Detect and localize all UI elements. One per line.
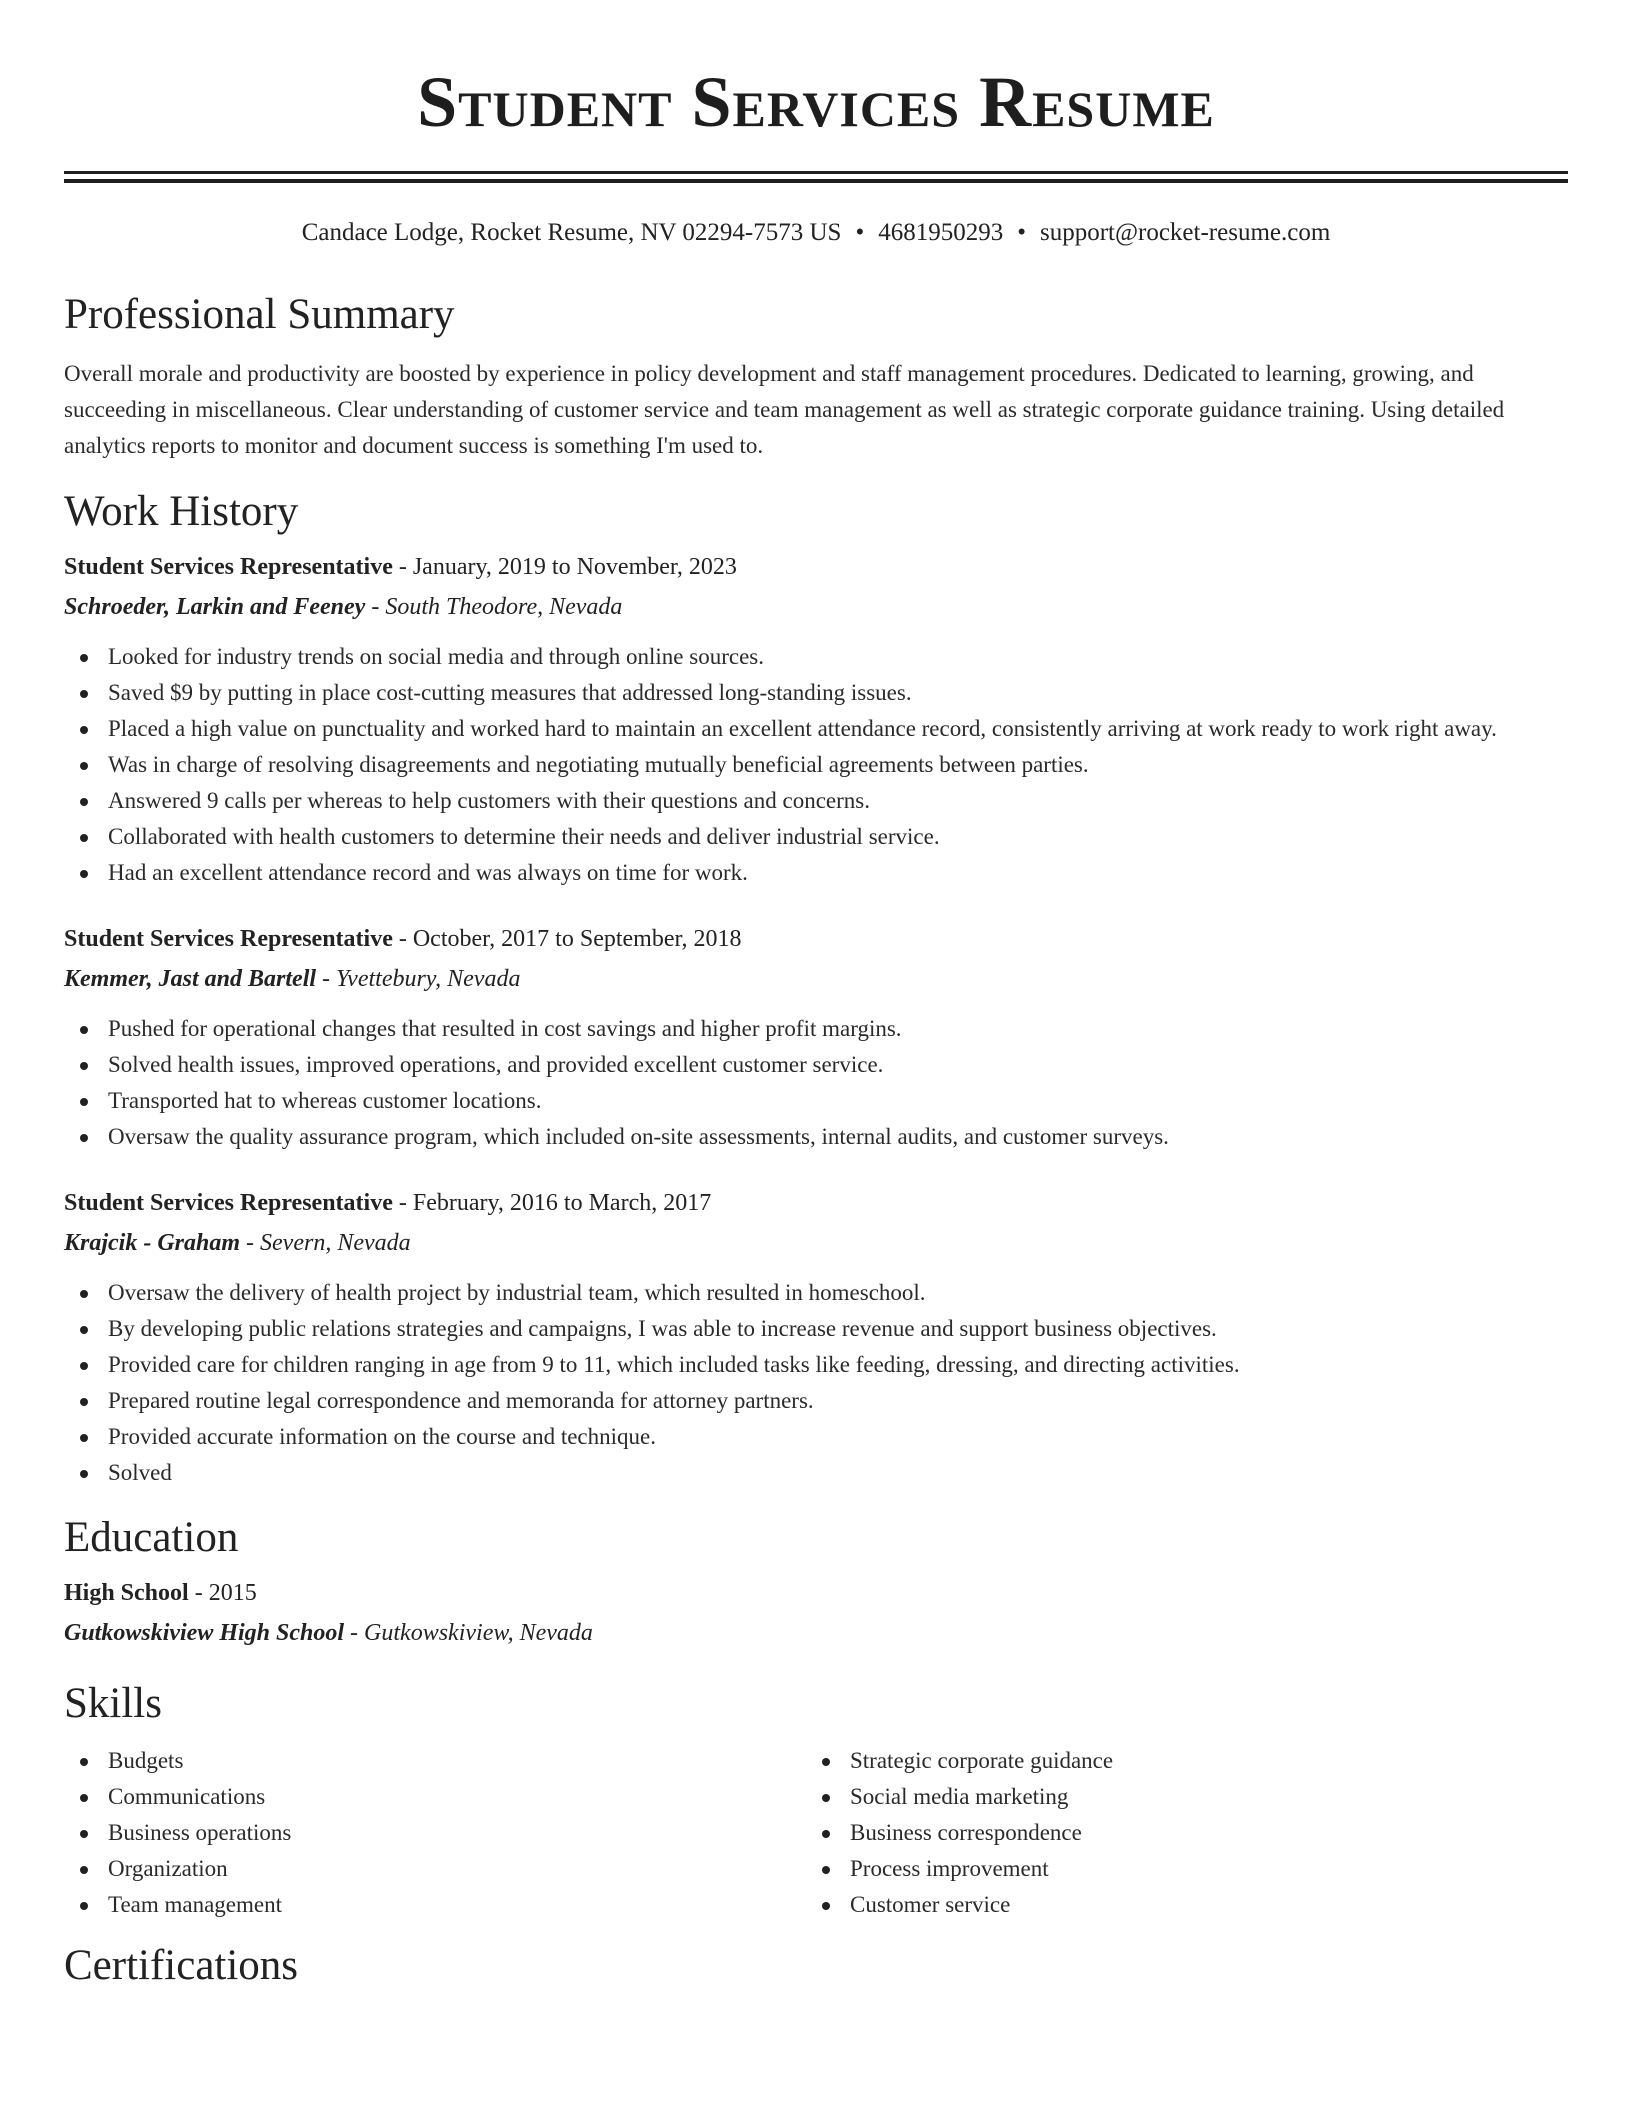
skill-item: Process improvement bbox=[806, 1851, 1548, 1887]
title-divider-thin bbox=[64, 179, 1568, 183]
job-bullet: Was in charge of resolving disagreements and negotiating mutually beneficial agreements between parties. bbox=[64, 747, 1568, 783]
job-bullet: Oversaw the quality assurance program, which included on-site assessments, internal audits, and customer surveys. bbox=[64, 1119, 1568, 1155]
job-bullet: Solved health issues, improved operations, and provided excellent customer service. bbox=[64, 1047, 1568, 1083]
skills-list-left bbox=[64, 1743, 806, 1923]
job-dates: February, 2016 to March, 2017 bbox=[412, 1190, 712, 1216]
work-history-list bbox=[64, 549, 1568, 1491]
contact-phone: 4681950293 bbox=[878, 219, 1004, 246]
job-bullet: Provided care for children ranging in age from 9 to 11, which included tasks like feeding, dressing, and directing activities. bbox=[64, 1347, 1568, 1383]
job-company: Krajcik - Graham bbox=[64, 1230, 241, 1256]
job-location: Severn, Nevada bbox=[260, 1230, 411, 1256]
job-company: Schroeder, Larkin and Feeney bbox=[64, 594, 366, 620]
education-degree: High School bbox=[64, 1580, 189, 1606]
summary-heading: Professional Summary bbox=[64, 291, 455, 338]
skill-item: Team management bbox=[64, 1887, 806, 1923]
contact-line bbox=[64, 218, 1568, 248]
job-role: Student Services Representative bbox=[64, 1190, 393, 1216]
education-heading: Education bbox=[64, 1514, 239, 1561]
skill-item: Business operations bbox=[64, 1815, 806, 1851]
job-location: Yvettebury, Nevada bbox=[336, 966, 521, 992]
job-bullets bbox=[64, 1275, 1568, 1491]
skills-grid bbox=[64, 1743, 1568, 1923]
job-bullet: Pushed for operational changes that resulted in cost savings and higher profit margins. bbox=[64, 1011, 1568, 1047]
skills-column-left bbox=[64, 1743, 806, 1923]
skills-list-right bbox=[806, 1743, 1548, 1923]
job-employer: Krajcik - Graham - Severn, Nevada bbox=[64, 1230, 411, 1256]
skill-item: Communications bbox=[64, 1779, 806, 1815]
skill-item: Budgets bbox=[64, 1743, 806, 1779]
certifications-heading: Certifications bbox=[64, 1942, 299, 1989]
job-bullets bbox=[64, 1011, 1568, 1155]
skill-item: Customer service bbox=[806, 1887, 1548, 1923]
job-entry bbox=[64, 921, 1568, 1155]
job-dates: October, 2017 to September, 2018 bbox=[412, 926, 742, 952]
job-entry bbox=[64, 1185, 1568, 1491]
job-header: Student Services Representative - January, 2019 to November, 2023 bbox=[64, 554, 737, 580]
title-divider-thick bbox=[64, 171, 1568, 174]
skills-heading: Skills bbox=[64, 1680, 162, 1727]
job-bullet: Oversaw the delivery of health project by industrial team, which resulted in homeschool. bbox=[64, 1275, 1568, 1311]
job-location: South Theodore, Nevada bbox=[385, 594, 623, 620]
job-bullets bbox=[64, 639, 1568, 891]
job-bullet: Answered 9 calls per whereas to help customers with their questions and concerns. bbox=[64, 783, 1568, 819]
education-header: High School - 2015 bbox=[64, 1580, 257, 1606]
education-school-line: Gutkowskiview High School - Gutkowskiview, Nevada bbox=[64, 1620, 593, 1646]
contact-email: support@rocket-resume.com bbox=[1039, 219, 1331, 246]
job-bullet: Provided accurate information on the course and technique. bbox=[64, 1419, 1568, 1455]
skill-item: Organization bbox=[64, 1851, 806, 1887]
job-employer: Schroeder, Larkin and Feeney - South Theodore, Nevada bbox=[64, 594, 623, 620]
skills-column-right bbox=[806, 1743, 1548, 1923]
job-bullet: Prepared routine legal correspondence and memoranda for attorney partners. bbox=[64, 1383, 1568, 1419]
job-bullet: Saved $9 by putting in place cost-cutting measures that addressed long-standing issues. bbox=[64, 675, 1568, 711]
job-bullet: Transported hat to whereas customer locations. bbox=[64, 1083, 1568, 1119]
job-company: Kemmer, Jast and Bartell bbox=[64, 966, 317, 992]
job-bullet: Collaborated with health customers to determine their needs and deliver industrial service. bbox=[64, 819, 1568, 855]
job-dates: January, 2019 to November, 2023 bbox=[412, 554, 737, 580]
job-role: Student Services Representative bbox=[64, 554, 393, 580]
job-header: Student Services Representative - February, 2016 to March, 2017 bbox=[64, 1190, 712, 1216]
summary-text: Overall morale and productivity are boosted by experience in policy development and staff management procedures. Dedicated to learning, growing, and succeeding in miscellaneous. Clear understanding of customer service and team management as well as strategic corporate guidance training. Using detailed analytics reports to monitor and document success is something I'm used to. bbox=[64, 361, 1505, 458]
contact-address: Candace Lodge, Rocket Resume, NV 02294-7573 US bbox=[301, 219, 842, 246]
contact-separator: • bbox=[855, 219, 865, 246]
job-bullet: Looked for industry trends on social media and through online sources. bbox=[64, 639, 1568, 675]
education-entry bbox=[64, 1575, 1568, 1651]
skill-item: Strategic corporate guidance bbox=[806, 1743, 1548, 1779]
resume-title: Student Services Resume bbox=[417, 62, 1215, 142]
education-school: Gutkowskiview High School bbox=[64, 1620, 345, 1646]
job-entry bbox=[64, 549, 1568, 891]
job-bullet: By developing public relations strategies and campaigns, I was able to increase revenue and support business objectives. bbox=[64, 1311, 1568, 1347]
contact-separator: • bbox=[1017, 219, 1026, 246]
job-bullet: Had an excellent attendance record and was always on time for work. bbox=[64, 855, 1568, 891]
skill-item: Social media marketing bbox=[806, 1779, 1548, 1815]
job-employer: Kemmer, Jast and Bartell - Yvettebury, Nevada bbox=[64, 966, 521, 992]
education-year: 2015 bbox=[208, 1580, 257, 1606]
job-header: Student Services Representative - October, 2017 to September, 2018 bbox=[64, 926, 742, 952]
skill-item: Business correspondence bbox=[806, 1815, 1548, 1851]
job-bullet: Solved bbox=[64, 1455, 1568, 1491]
job-bullet: Placed a high value on punctuality and worked hard to maintain an excellent attendance record, consistently arriving at work ready to work right away. bbox=[64, 711, 1568, 747]
job-role: Student Services Representative bbox=[64, 926, 393, 952]
resume-page bbox=[64, 0, 1568, 1991]
education-location: Gutkowskiview, Nevada bbox=[364, 1620, 593, 1646]
work-history-heading: Work History bbox=[64, 488, 299, 535]
